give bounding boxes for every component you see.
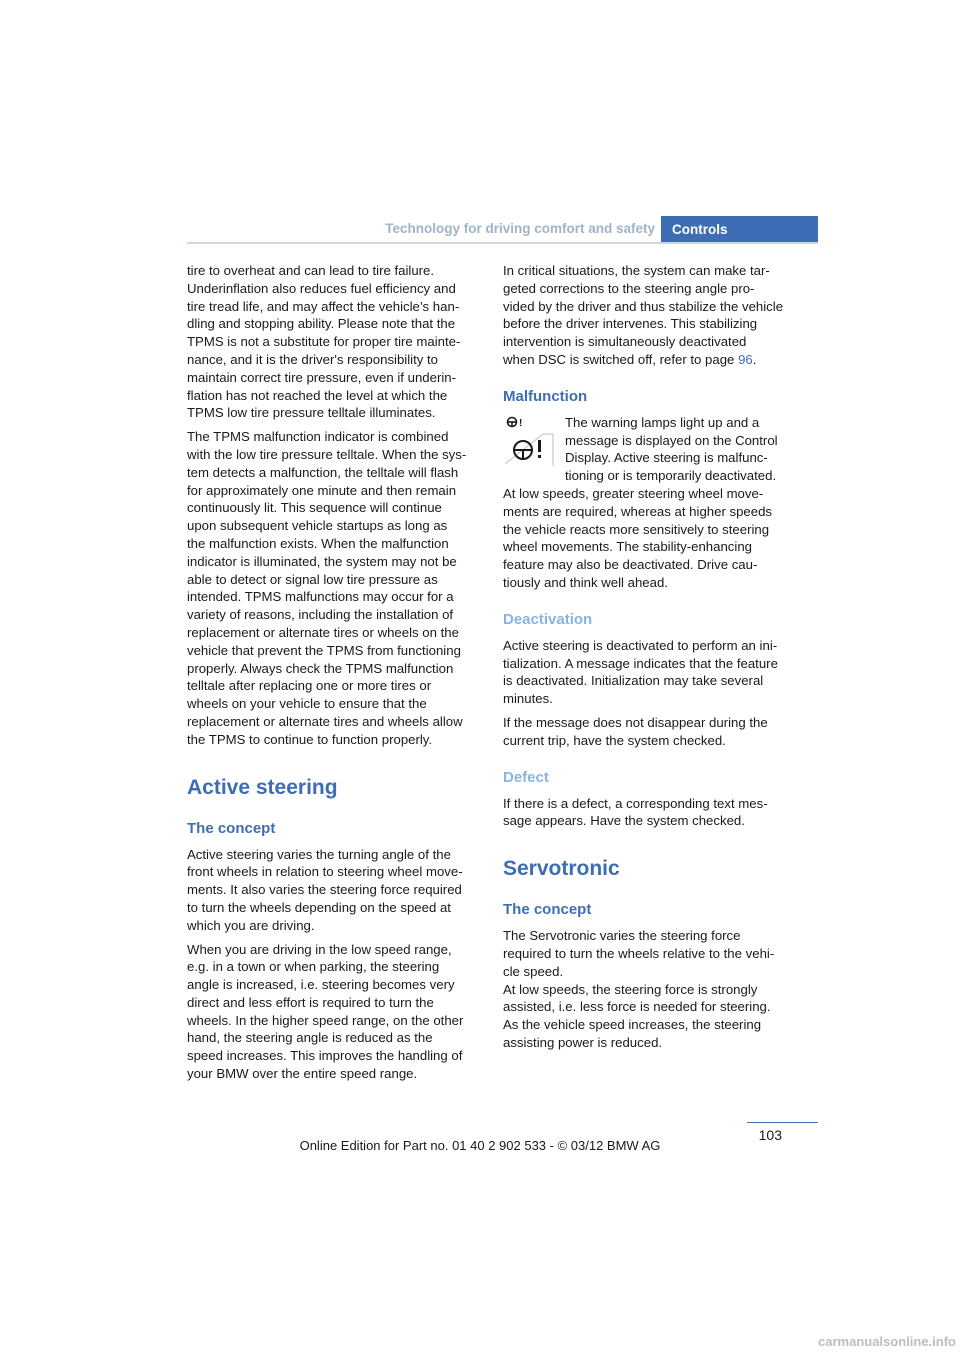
text-line: cle speed. (503, 963, 564, 979)
text-line: ments are required, whereas at higher speeds (503, 503, 773, 519)
text-line: The TPMS malfunction indicator is combined (187, 429, 449, 445)
text-line: variety of reasons, including the installation of (187, 607, 454, 623)
text-line: vehicle that prevent the TPMS from functioning (187, 642, 461, 658)
text-line: assisting power is reduced. (503, 1034, 663, 1050)
defect-paragraph (503, 795, 799, 831)
text-line: minutes. (503, 691, 553, 707)
text-line: current trip, have the system checked. (503, 732, 726, 748)
page-number: 103 (758, 1127, 782, 1143)
steering-wheel-warning-icon (503, 414, 555, 468)
text-line: flation has not reached the level at which the (187, 387, 448, 403)
text-line: maintain correct tire pressure, even if underin- (187, 369, 456, 385)
text-line: In critical situations, the system can make tar- (503, 263, 770, 278)
text-line: speed increases. This improves the handling of (187, 1048, 463, 1064)
text-line: tiously and think well ahead. (503, 574, 668, 590)
text-line: wheel movements. The stability-enhancing (503, 539, 752, 555)
text-line: tialization. A message indicates that the feature (503, 655, 778, 671)
text-line: replacement or alternate tires and wheels allow (187, 713, 463, 729)
left-column (187, 262, 483, 1089)
text-line: ments. It also varies the steering force required (187, 882, 462, 898)
section-title-the-concept: The concept (187, 819, 276, 837)
header-divider (187, 242, 818, 244)
text-line: able to detect or signal low tire pressure as (187, 571, 438, 587)
text-line: When you are driving in the low speed range, (187, 941, 452, 957)
text-line: The Servotronic varies the steering force (503, 928, 741, 944)
right-column (503, 262, 799, 1058)
text-line: At low speeds, greater steering wheel move- (503, 485, 764, 501)
text-line: e.g. in a town or when parking, the steering (187, 959, 440, 975)
text-line: The warning lamps light up and a (565, 414, 760, 430)
running-header-section-title: Technology for driving comfort and safety (385, 221, 655, 236)
text-line: wheels on your vehicle to ensure that the (187, 696, 427, 712)
text-line: TPMS is not a substitute for proper tire mainte- (187, 334, 461, 350)
text-line: tioning or is temporarily deactivated. (565, 468, 777, 484)
text-line: telltale after replacing one or more tires or (187, 678, 432, 694)
text-line: If there is a defect, a corresponding text mes- (503, 795, 768, 811)
text-line: to turn the wheels depending on the speed at (187, 899, 451, 915)
text-line: direct and less effort is required to turn the (187, 994, 434, 1010)
critical-situations-paragraph (503, 262, 799, 369)
text-line: hand, the steering angle is reduced as the (187, 1030, 433, 1046)
text-line: with the low tire pressure telltale. When the sys- (187, 446, 467, 462)
text-line: tire to overheat and can lead to tire failure. (187, 263, 435, 278)
servotronic-paragraph (503, 927, 799, 1052)
active-steering-paragraph-2 (187, 941, 483, 1083)
subsection-title-defect: Defect (503, 768, 549, 786)
footer-divider (747, 1122, 818, 1123)
text-line: dling and stopping ability. Please note that the (187, 316, 456, 332)
text-line: indicator is illuminated, the system may not be (187, 553, 457, 569)
section-title-servotronic-concept: The concept (503, 901, 592, 919)
text-line: message is displayed on the Control (565, 432, 778, 448)
text-line: TPMS low tire pressure telltale illuminates. (187, 405, 436, 421)
text-line: intervention is simultaneously deactivated (503, 334, 747, 350)
malfunction-icon-lines (565, 414, 799, 485)
text-line: the TPMS to continue to function properly. (187, 731, 433, 747)
chapter-title-servotronic: Servotronic (503, 857, 620, 881)
text-line: vided by the driver and thus stabilize the vehicle (503, 298, 784, 314)
text-line: nance, and it is the driver's responsibility to (187, 351, 439, 367)
text-line: is deactivated. Initialization may take several (503, 673, 764, 689)
text-line: Display. Active steering is malfunc- (565, 450, 768, 466)
text-line: front wheels in relation to steering wheel move- (187, 864, 463, 880)
text-line: assisted, i.e. less force is needed for steering. (503, 999, 771, 1015)
dsc-reference-period: . (752, 351, 757, 367)
text-line: geted corrections to the steering angle pro- (503, 280, 755, 296)
text-line: If the message does not disappear during the (503, 714, 768, 730)
text-line: your BMW over the entire speed range. (187, 1066, 418, 1082)
chapter-title-active-steering: Active steering (187, 775, 338, 799)
critical-situations-lines (503, 263, 783, 349)
tpms-paragraph-1 (187, 262, 483, 422)
text-line: which you are driving. (187, 917, 315, 933)
text-line: feature may also be deactivated. Drive cau- (503, 557, 758, 573)
running-header-tab-controls: Controls (661, 216, 818, 243)
text-line: Active steering varies the turning angle of the (187, 846, 451, 862)
text-line: At low speeds, the steering force is strongly (503, 981, 758, 997)
text-line: intended. TPMS malfunctions may occur for a (187, 589, 454, 605)
malfunction-paragraph (503, 485, 799, 592)
text-line: angle is increased, i.e. steering becomes very (187, 977, 455, 993)
text-line: tem detects a malfunction, the telltale will flash (187, 464, 459, 480)
deactivation-paragraph-2 (503, 714, 799, 750)
text-line: tire tread life, and may affect the vehicle’s han- (187, 298, 460, 314)
tpms-paragraph-2 (187, 428, 483, 748)
deactivation-paragraph-1 (503, 637, 799, 708)
watermark-text: carmanualsonline.info (818, 1334, 956, 1349)
svg-text:!: ! (519, 417, 523, 429)
text-line: the vehicle reacts more sensitively to steering (503, 521, 770, 537)
text-line: wheels. In the higher speed range, on the other (187, 1012, 464, 1028)
edition-footer: Online Edition for Part no. 01 40 2 902 533 - © 03/12 BMW AG (299, 1138, 661, 1153)
text-line: Active steering is deactivated to perform an ini- (503, 637, 778, 653)
section-title-malfunction: Malfunction (503, 387, 588, 405)
text-line: sage appears. Have the system checked. (503, 813, 745, 829)
text-line: Underinflation also reduces fuel efficiency and (187, 280, 456, 296)
text-line: As the vehicle speed increases, the steering (503, 1017, 762, 1033)
text-line: continuously lit. This sequence will continue (187, 500, 442, 516)
malfunction-warning-block (503, 414, 799, 485)
text-line: before the driver intervenes. This stabilizing (503, 316, 758, 332)
active-steering-paragraph-1 (187, 846, 483, 935)
text-line: required to turn the wheels relative to the vehi- (503, 945, 775, 961)
subsection-title-deactivation: Deactivation (503, 610, 593, 628)
page-96-link[interactable]: 96 (738, 351, 753, 367)
text-line: the malfunction exists. When the malfunction (187, 535, 449, 551)
text-line: replacement or alternate tires or wheels on the (187, 624, 459, 640)
text-line: for approximately one minute and then remain (187, 482, 457, 498)
text-line: properly. Always check the TPMS malfunction (187, 660, 454, 676)
dsc-reference-text: when DSC is switched off, refer to page (503, 351, 739, 367)
text-line: upon subsequent vehicle startups as long as (187, 518, 448, 534)
